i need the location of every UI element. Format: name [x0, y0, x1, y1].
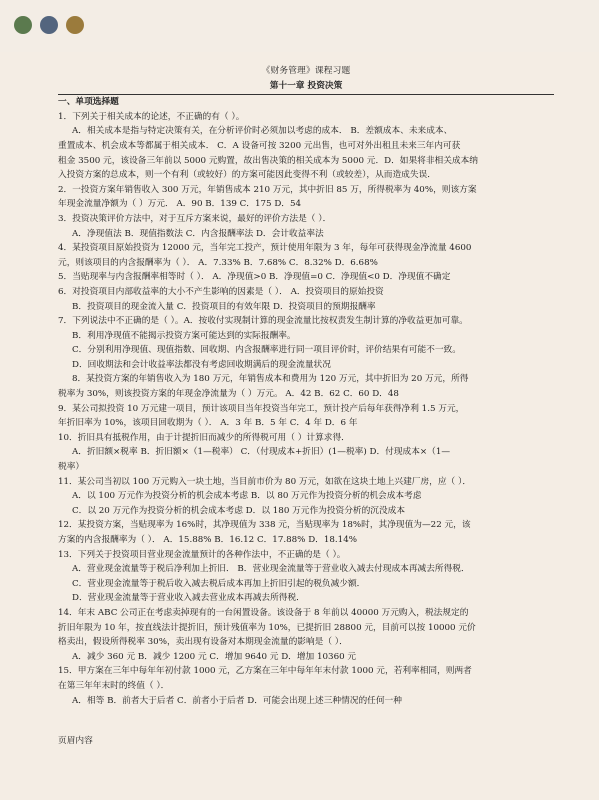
question-9-options: 年折旧率为 10%，该项目回收期为（ ）． A．3 年 B．5 年 C．4 年 D．6 年 [58, 418, 358, 429]
question-2: 2．一投资方案年销售收入 300 万元，年销售成本 210 万元，其中折旧 85 万，所得税率为 40%，则该方案 [58, 184, 477, 195]
question-4: 4．某投资项目原始投资为 12000 元，当年完工投产，预计使用年限为 3 年，每年可获得现金净流量 4600 [58, 243, 472, 254]
question-3: 3．投资决策评价方法中，对于互斥方案来说，最好的评价方法是（ ）． [58, 213, 332, 224]
question-5: 5．当贴现率与内含报酬率相等时（ ）． A．净现值>0 B．净现值=0 C．净现值<0 D．净现值不确定 [58, 272, 451, 283]
blue-dot[interactable] [40, 16, 58, 34]
question-15-line: 在第三年年末时的终值（ ）． [58, 680, 170, 691]
question-11-options: C．以 20 万元作为投资分析的机会成本考虑 D．以 180 万元作为投资分析的沉没成本 [72, 505, 406, 516]
page-footer: 页眉内容 [58, 736, 93, 746]
question-6: 6．对投资项目内部收益率的大小不产生影响的因素是（ ）． A．投资项目的原始投资 [58, 286, 384, 297]
document-content [58, 64, 554, 708]
question-12-options: 方案的内含报酬率为（ ）． A．15.88% B．16.12 C．17.88% D．18.14% [58, 535, 357, 545]
question-1-line: 入投资方案的总成本，则一个有利（或较好）的方案可能因此变得不利（或较差），从而造成失误． [58, 170, 436, 181]
section-heading: 一、单项选择题 [58, 97, 119, 108]
question-14-options: A．减少 360 元 B．减少 1200 元 C．增加 9640 元 D．增加 10360 元 [72, 651, 357, 662]
question-1-line: 重置成本、机会成本等都属于相关成本． C．A 设备可按 3200 元出售，也可对外出租且未来三年内可获 [58, 140, 461, 151]
question-14: 14．年末 ABC 公司正在考虑卖掉现有的一台闲置设备。该设备于 8 年前以 40000 万元购入，税法规定的 [58, 607, 469, 618]
question-3-options: A．净现值法 B．现值指数法 C．内含报酬率法 D．会计收益率法 [72, 228, 324, 239]
question-1-line: A．相关成本是指与特定决策有关，在分析评价时必须加以考虑的成本． B．差额成本、未来成本、 [72, 126, 453, 137]
window-controls [14, 16, 84, 34]
question-7-option-d: D．回收期法和会计收益率法都没有考虑回收期满后的现金流量状况 [72, 359, 331, 370]
question-8: 8．某投资方案的年销售收入为 180 万元，年销售成本和费用为 120 万元，其中折旧为 20 万元，所得 [72, 374, 469, 385]
question-7-option-c: C．分别利用净现值、现值指数、回收期、内含报酬率进行同一项目评价时，评价结果有可能不一致。 [72, 345, 461, 356]
question-12: 12．某投资方案，当贴现率为 16%时，其净现值为 338 元，当贴现率为 18%时，其净现值为—22 元，该 [58, 520, 471, 531]
question-10-line: 税率） [58, 462, 85, 473]
gold-dot[interactable] [66, 16, 84, 34]
chapter-text: 第十一章 投资决策 [269, 80, 343, 91]
question-1-line: 租金 3500 元，该设备三年前以 5000 元购置，故出售决策的相关成本为 5000 元．D．如果将非相关成本纳 [58, 155, 478, 166]
question-11: 11．某公司当初以 100 万元购入一块土地，当目前市价为 80 万元，如欲在这块土地上兴建厂房，应（ ）． [58, 476, 472, 487]
green-dot[interactable] [14, 16, 32, 34]
question-4-options: 元，则该项目的内含报酬率为（ ）． A．7.33% B．7.68% C．8.32% D．6.68% [58, 257, 378, 268]
question-9: 9．某公司拟投资 10 万元建一项目，预计该项目当年投资当年完工，预计投产后每年获得净利 1.5 万元， [58, 403, 465, 414]
question-13-options: A．营业现金流量等于税后净利加上折旧． B．营业现金流量等于营业收入减去付现成本再减去所得税． [72, 564, 470, 575]
question-7: 7．下列说法中不正确的是（ ）。A．按收付实现制计算的现金流量比按权责发生制计算的净收益更加可靠。 [58, 316, 468, 327]
document-title: 《财务管理》课程习题 [261, 66, 351, 76]
question-13: 13．下列关于投资项目营业现金流量预计的各种作法中，不正确的是（ ）。 [58, 549, 346, 560]
question-13-option-c: C．营业现金流量等于税后收入减去税后成本再加上折旧引起的税负减少额． [72, 578, 366, 589]
heading-rule [58, 94, 554, 95]
question-13-option-d: D．营业现金流量等于营业收入减去营业成本再减去所得税． [72, 593, 305, 604]
document-page [0, 52, 599, 800]
question-14-line: 折旧年限为 10 年，按直线法计提折旧，预计残值率为 10%，已提折旧 28800 元，目前可以按 10000 元价 [58, 622, 476, 633]
question-11-options: A．以 100 万元作为投资分析的机会成本考虑 B．以 80 万元作为投资分析的机会成本考虑 [72, 491, 422, 502]
question-7-option-b: B．利用净现值不能揭示投资方案可能达到的实际报酬率。 [72, 330, 296, 341]
question-1: 1．下列关于相关成本的论述，不正确的有（ ）。 [58, 111, 245, 122]
question-8-options: 税率为 30%，则该投资方案的年现金净流量为（ ）万元。 A．42 B．62 C．60 D．48 [58, 389, 399, 400]
question-15: 15．甲方案在三年中每年年初付款 1000 元，乙方案在三年中每年年末付款 1000 元，若利率相同，则两者 [58, 666, 472, 677]
question-2-options: 年现金流量净额为（ ）万元． A．90 B．139 C．175 D．54 [58, 199, 302, 210]
question-10: 10．折旧具有抵税作用，由于计提折旧而减少的所得税可用（ ）计算求得． [58, 432, 350, 443]
question-10-options: A．折旧额×税率 B．折旧额×（1—税率） C．（付现成本+折旧）(1—税率) D．付现成本×（1— [72, 447, 451, 458]
chapter-heading [58, 79, 554, 94]
question-14-line: 格卖出，假设所得税率 30%，卖出现有设备对本期现金流量的影响是（ ）． [58, 637, 348, 648]
question-6-options: B．投资项目的现金流入量 C．投资项目的有效年限 D．投资项目的预期报酬率 [72, 301, 376, 312]
question-15-options: A．相等 B．前者大于后者 C．前者小于后者 D．可能会出现上述三种情况的任何一种 [72, 695, 402, 706]
